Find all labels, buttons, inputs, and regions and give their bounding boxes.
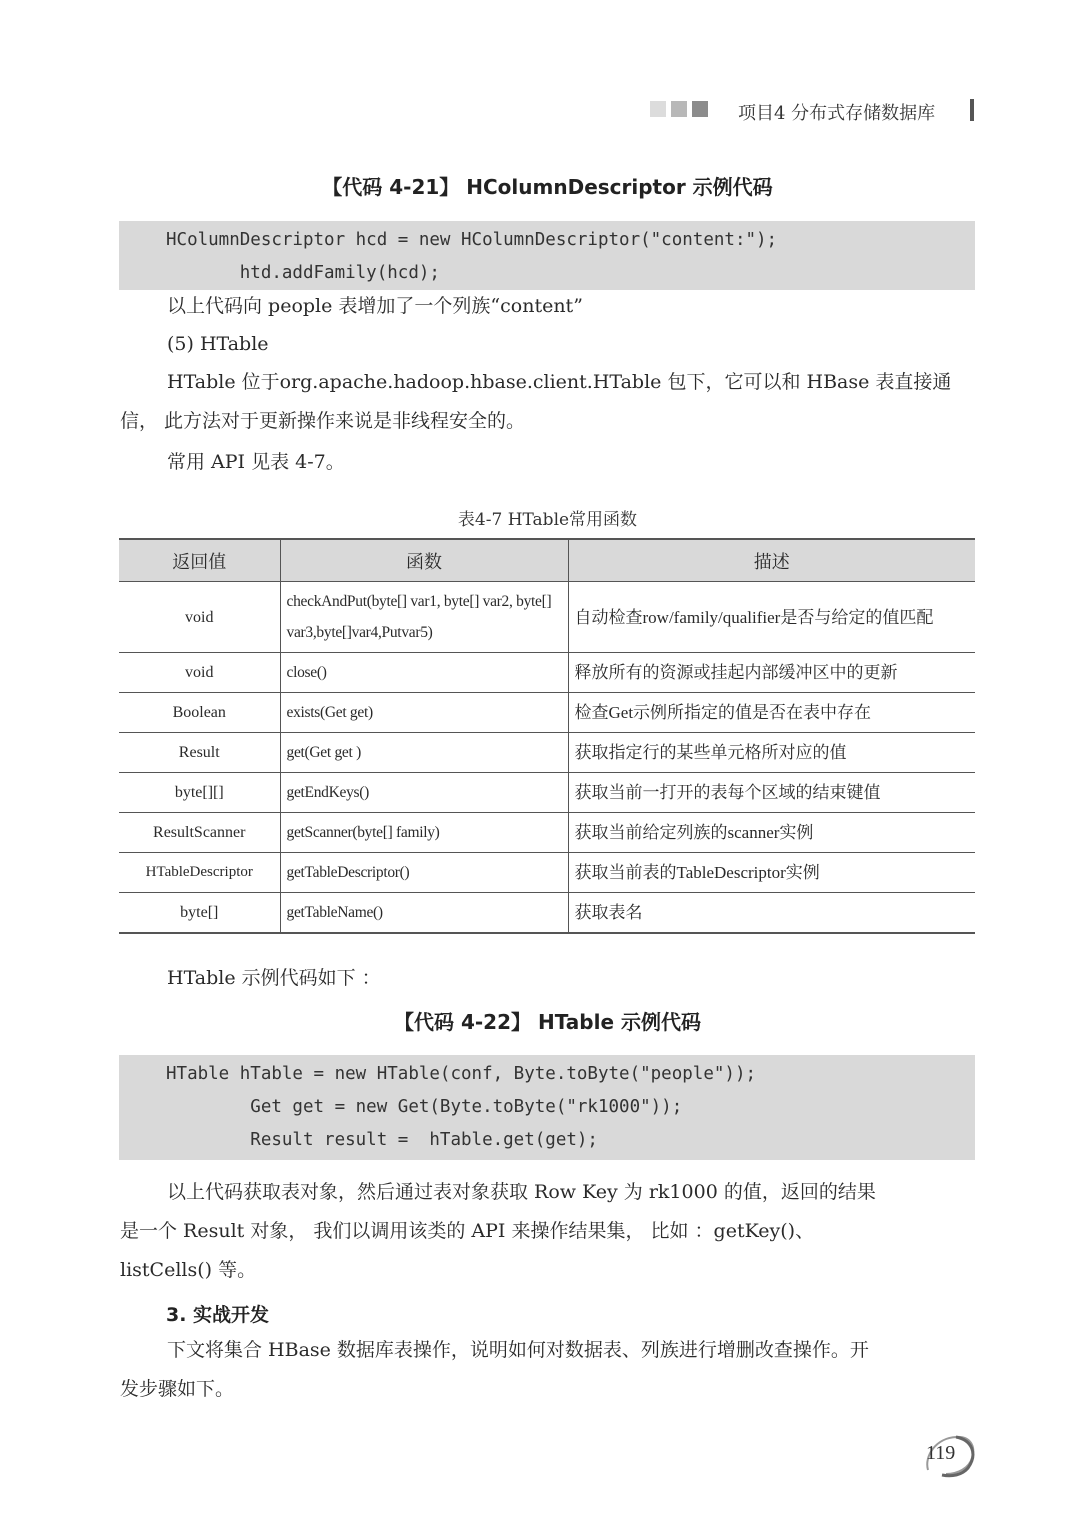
paragraph-htable-example <box>120 959 975 998</box>
text-line: listCells() 等。 <box>120 1259 257 1281</box>
description-cell: 获取当前一打开的表每个区域的结束键值 <box>568 773 975 813</box>
section-heading: 3. 实战开发 <box>166 1304 270 1326</box>
table-title: 表4-7 HTable常用函数 <box>457 510 638 530</box>
code-line: Get get = new Get(Byte.toByte("rk1000")); <box>166 1097 683 1117</box>
return-type-cell: Result <box>119 733 280 773</box>
table-row <box>119 813 975 853</box>
table-row <box>119 693 975 733</box>
table-row <box>119 893 975 934</box>
return-type-cell: Boolean <box>119 693 280 733</box>
table-row <box>119 733 975 773</box>
paragraph-content-family <box>120 287 975 326</box>
table-header-row <box>119 539 975 582</box>
table-row <box>119 773 975 813</box>
description-cell: 获取当前给定列族的scanner实例 <box>568 813 975 853</box>
text-line: 信， 此方法对于更新操作来说是非线程安全的。 <box>120 410 526 432</box>
code-4-21-caption: 【代码 4-21】 HColumnDescriptor 示例代码 <box>322 175 773 199</box>
text-line: HTable 示例代码如下 ： <box>167 967 381 989</box>
description-cell: 获取当前表的TableDescriptor实例 <box>568 853 975 893</box>
description-cell: 释放所有的资源或挂起内部缓冲区中的更新 <box>568 653 975 693</box>
text-line: 以上代码获取表对象，然后通过表对象获取 Row Key 为 rk1000 的值，返回的结果 <box>167 1181 876 1203</box>
header-divider-bar <box>970 99 974 121</box>
paragraph-htable <box>120 363 975 441</box>
paragraph-result <box>120 1173 975 1290</box>
code-line: HTable hTable = new HTable(conf, Byte.toByte("people")); <box>166 1064 757 1084</box>
text-line: 是一个 Result 对象， 我们以调用该类的 API 来操作结果集， 比如 ：getKey()、 <box>120 1220 815 1242</box>
code-line: HColumnDescriptor hcd = new HColumnDescriptor("content:"); <box>166 230 778 250</box>
table-row <box>119 582 975 653</box>
return-type-cell: ResultScanner <box>119 813 280 853</box>
return-type-cell: byte[][] <box>119 773 280 813</box>
code-4-22-caption: 【代码 4-22】 HTable 示例代码 <box>394 1010 701 1034</box>
function-cell: close() <box>280 653 568 693</box>
htable-functions-table <box>119 538 975 934</box>
text-line: 常用 API 见表 4-7。 <box>167 451 345 473</box>
code-line: htd.addFamily(hcd); <box>166 263 440 283</box>
text-line: HTable 位于org.apache.hadoop.hbase.client.HTable 包下，它可以和 HBase 表直接通 <box>167 371 952 393</box>
column-header: 描述 <box>568 539 975 582</box>
code-block-4-22 <box>119 1055 975 1160</box>
function-cell: getEndKeys() <box>280 773 568 813</box>
description-cell: 获取表名 <box>568 893 975 934</box>
header-square-dark <box>692 101 708 117</box>
header-decoration <box>650 101 708 117</box>
description-cell: 获取指定行的某些单元格所对应的值 <box>568 733 975 773</box>
header-square-mid <box>671 101 687 117</box>
column-header: 返回值 <box>119 539 280 582</box>
description-cell: 检查Get示例所指定的值是否在表中存在 <box>568 693 975 733</box>
return-type-cell: HTableDescriptor <box>119 853 280 893</box>
header-square-light <box>650 101 666 117</box>
page-number: 119 <box>926 1442 956 1464</box>
code-line: Result result = hTable.get(get); <box>166 1130 598 1150</box>
function-cell: getTableName() <box>280 893 568 934</box>
subheading-htable <box>120 325 975 364</box>
text-line: (5) HTable <box>167 333 269 355</box>
function-cell: checkAndPut(byte[] var1, byte[] var2, byte[] var3,byte[]var4,Putvar5) <box>280 582 568 653</box>
paragraph-section-3 <box>120 1331 975 1409</box>
text-line: 下文将集合 HBase 数据库表操作，说明如何对数据表、列族进行增删改查操作。开 <box>167 1339 869 1361</box>
paragraph-api <box>120 443 975 482</box>
running-header-title: 项目4 分布式存储数据库 <box>738 103 936 124</box>
function-cell: getTableDescriptor() <box>280 853 568 893</box>
code-block-4-21 <box>119 221 975 290</box>
return-type-cell: byte[] <box>119 893 280 934</box>
function-cell: getScanner(byte[] family) <box>280 813 568 853</box>
text-line: 以上代码向 people 表增加了一个列族“content” <box>167 295 583 317</box>
function-cell: get(Get get ) <box>280 733 568 773</box>
column-header: 函数 <box>280 539 568 582</box>
table-row <box>119 653 975 693</box>
text-line: 发步骤如下。 <box>120 1378 235 1400</box>
table-row <box>119 853 975 893</box>
return-type-cell: void <box>119 653 280 693</box>
function-cell: exists(Get get) <box>280 693 568 733</box>
description-cell: 自动检查row/family/qualifier是否与给定的值匹配 <box>568 582 975 653</box>
return-type-cell: void <box>119 582 280 653</box>
